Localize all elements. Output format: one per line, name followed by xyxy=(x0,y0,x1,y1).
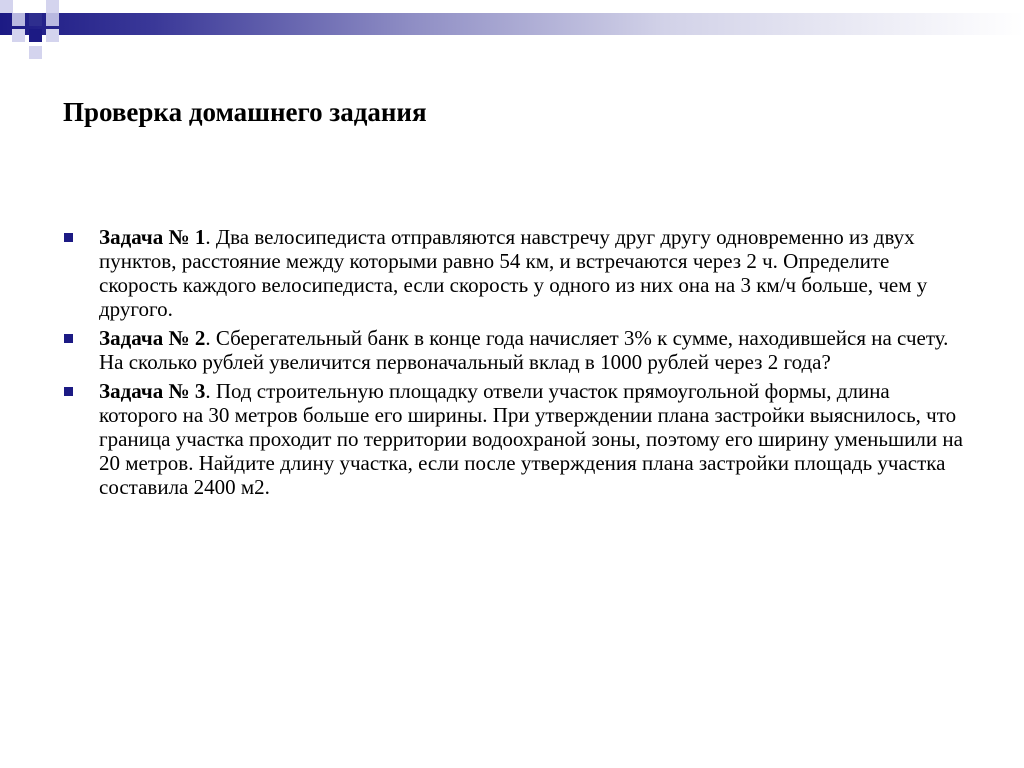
decoration-square xyxy=(0,0,13,13)
decoration-square xyxy=(12,13,25,26)
decoration-square xyxy=(46,0,59,13)
slide-title: Проверка домашнего задания xyxy=(63,97,427,127)
task-item-1 xyxy=(62,225,972,321)
decoration-square xyxy=(29,13,42,26)
task-list xyxy=(62,225,972,504)
task-item-3 xyxy=(62,379,972,499)
header-decoration-band xyxy=(0,13,1024,35)
task-item-2 xyxy=(62,326,972,374)
decoration-square xyxy=(29,46,42,59)
square-bullet-icon xyxy=(64,233,73,242)
decoration-square xyxy=(46,29,59,42)
task-label: Задача № 1 xyxy=(99,225,206,249)
decoration-square xyxy=(29,29,42,42)
task-text: . Сберегательный банк в конце года начисляет 3% к сумме, находившейся на счету. На сколько рублей увеличится первоначальный вклад в 1000 рублей через 2 года? xyxy=(99,326,949,374)
task-text: . Два велосипедиста отправляются навстречу друг другу одновременно из двух пунктов, расстояние между которыми равно 54 км, и встречаются через 2 ч. Определите скорость каждого велосипедиста, если скорость у одного из них она на 3 км/ч больше, чем у другого. xyxy=(99,225,928,321)
square-bullet-icon xyxy=(64,387,73,396)
task-text: . Под строительную площадку отвели участок прямоугольной формы, длина которого на 30 метров больше его ширины. При утверждении плана застройки выяснилось, что граница участка проходит по территории водоохраной зоны, поэтому его ширину уменьшили на 20 метров. Найдите длину участка, если после утверждения плана застройки площадь участка составила 2400 м2. xyxy=(99,379,963,499)
task-label: Задача № 3 xyxy=(99,379,206,403)
task-label: Задача № 2 xyxy=(99,326,206,350)
square-bullet-icon xyxy=(64,334,73,343)
decoration-square xyxy=(46,13,59,26)
decoration-square xyxy=(12,29,25,42)
